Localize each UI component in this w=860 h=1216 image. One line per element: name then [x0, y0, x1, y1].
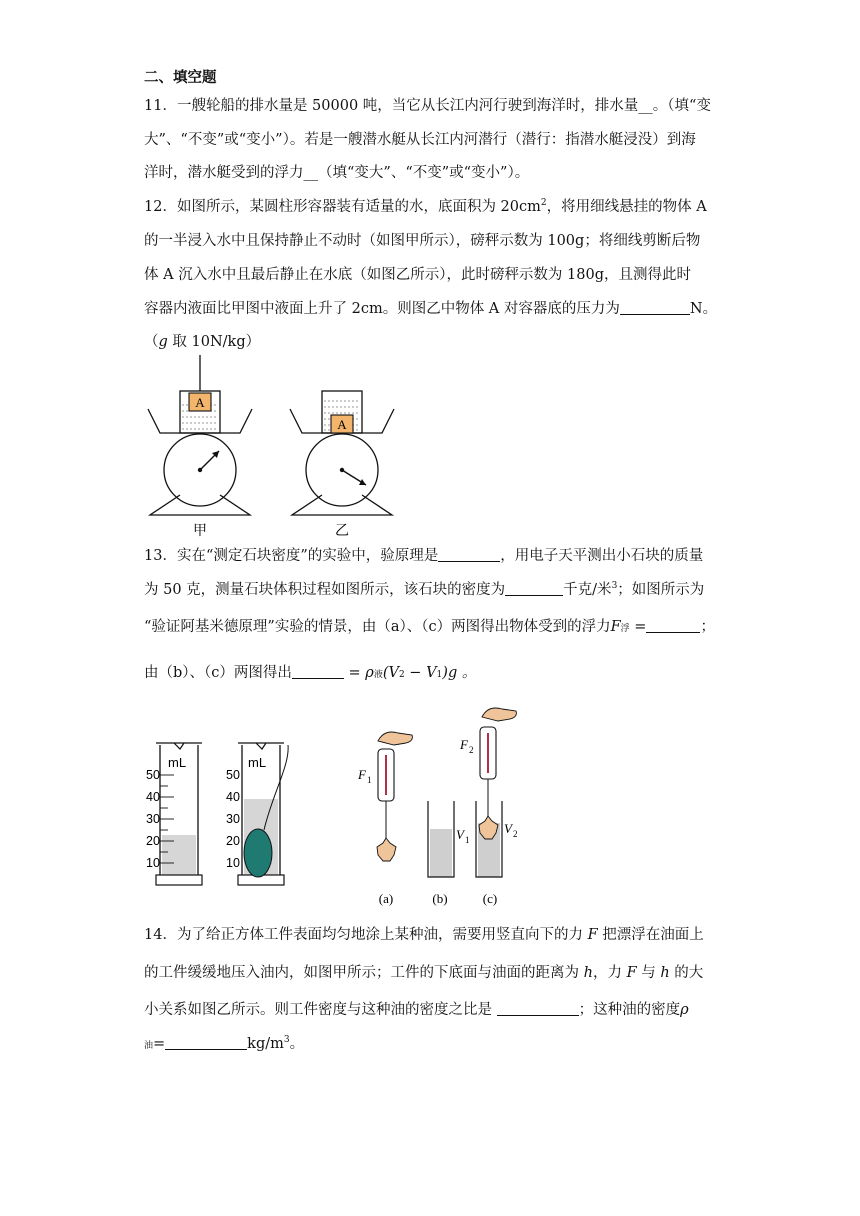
q14-line-3 — [144, 1000, 689, 1020]
q12-line-3: 体 A 沉入水中且最后静止在水底（如图乙所示），此时磅秤示数为 180g，且测得此时 — [144, 267, 692, 283]
q13-blank-density[interactable] — [505, 581, 563, 596]
q14-line-1-b: 把漂浮在油面上 — [597, 927, 704, 943]
q14-blank-density[interactable] — [165, 1035, 247, 1050]
q13-line-1 — [144, 546, 703, 566]
q13-line-2-a: 为 50 克，测量石块体积过程如图所示，该石块的密度为 — [144, 582, 506, 598]
left-cyl-unit: mL — [168, 755, 187, 770]
q14-unit: kg/m — [247, 1036, 284, 1052]
q13-blank-principle[interactable] — [438, 547, 500, 562]
q14-F-2: F — [626, 965, 637, 981]
object-a — [377, 838, 396, 861]
caption-a: (a) — [378, 891, 394, 906]
right-tick-10: 10 — [226, 856, 240, 870]
q13-line-3-a: “验证阿基米德原理”实验的情景，由（a）、（c）两图得出物体受到的浮力 — [144, 619, 611, 635]
q13-unit-sup: 3 — [611, 581, 618, 592]
hand-a — [378, 732, 412, 745]
q14-line-1-a: 14．为了给正方体工件表面均匀地涂上某种油，需要用竖直向下的力 — [144, 927, 588, 943]
left-tick-10: 10 — [146, 856, 160, 870]
q13-line-1-a: 13．实在“测定石块密度”的实验中，验原理是 — [144, 548, 439, 564]
q14-unit-sup: 3 — [283, 1035, 290, 1046]
label-v2-sub: 2 — [513, 829, 518, 839]
label-jia: 甲 — [193, 523, 207, 539]
label-yi: 乙 — [335, 523, 349, 539]
stone — [244, 829, 272, 877]
left-tick-50: 50 — [146, 768, 160, 782]
q13-line-1-b: ，用电子天平测出小石块的质量 — [500, 548, 704, 564]
q13-eq-2: = — [343, 665, 366, 681]
q12-unit: N。 — [689, 301, 718, 317]
q14-line-2-b: ，力 — [592, 965, 627, 981]
right-tick-50: 50 — [226, 768, 240, 782]
q13-line-2 — [144, 580, 704, 600]
q13-line-4-a: 由（b）、（c）两图得出 — [144, 665, 292, 681]
q13-v2: (V — [382, 665, 399, 681]
q13-rho-sub: 液 — [373, 670, 383, 680]
left-base — [150, 495, 250, 515]
q13-blank-buoyancy[interactable] — [646, 618, 700, 633]
q12-line-4 — [144, 299, 717, 319]
q12-paren: （ — [144, 334, 159, 350]
label-v1: V — [456, 827, 464, 842]
q12-text-a: 12．如图所示，某圆柱形容器装有适量的水，底面积为 20cm — [144, 199, 541, 215]
q11-line-2: 大”、“不变”或“变小”）。若是一艘潜水艇从长江内河潜行（潜行：指潜水艇浸没）到海 — [144, 132, 696, 148]
caption-b: (b) — [432, 891, 448, 906]
q13-line-3-c: ； — [700, 619, 715, 635]
q14-eq: = — [153, 1036, 166, 1052]
q13-F-symbol: F — [610, 619, 621, 635]
caption-c: (c) — [482, 891, 498, 906]
q14-h: h — [583, 965, 593, 981]
q12-sup: 2 — [540, 198, 547, 209]
q13-eq: = — [629, 619, 647, 635]
q12-line-4-text: 容器内液面比甲图中液面上升了 2cm。则图乙中物体 A 对容器底的压力为 — [144, 301, 620, 317]
q14-blank-ratio[interactable] — [497, 1001, 579, 1016]
q14-end: 。 — [289, 1036, 305, 1052]
q14-line-2-d: 的大 — [669, 965, 704, 981]
q12-scale-figure — [140, 355, 400, 540]
left-tick-20: 20 — [146, 834, 160, 848]
q13-g: )g 。 — [442, 665, 477, 681]
q12-text-b: ，将用细线悬挂的物体 A — [546, 199, 707, 215]
q13-v2-sub: 2 — [398, 670, 405, 680]
right-tick-20: 20 — [226, 834, 240, 848]
left-tick-40: 40 — [146, 790, 160, 804]
q14-F: F — [587, 927, 598, 943]
q13-v1-sub: 1 — [436, 670, 443, 680]
q14-rho: ρ — [680, 1002, 689, 1018]
label-v1-sub: 1 — [465, 835, 470, 845]
q13-unit: 千克/米 — [563, 582, 612, 598]
q14-h-2: h — [660, 965, 670, 981]
q13-rho: ρ — [365, 665, 374, 681]
q13-F-sub: 浮 — [620, 624, 630, 634]
section-title: 二、填空题 — [144, 70, 217, 86]
q13-line-3 — [144, 617, 715, 639]
label-v2: V — [504, 821, 512, 836]
right-base — [292, 495, 392, 515]
label-f2-sub: 2 — [469, 745, 474, 755]
right-tick-40: 40 — [226, 790, 240, 804]
q14-line-1 — [144, 925, 704, 945]
left-tick-30: 30 — [146, 812, 160, 826]
right-tick-30: 30 — [226, 812, 240, 826]
label-f1-sub: 1 — [367, 775, 372, 785]
q14-line-2-c: 与 — [636, 965, 661, 981]
right-block-label: A — [337, 417, 347, 432]
q11-line-3: 洋时，潜水艇受到的浮力__（填“变大”、“不变”或“变小”）。 — [144, 165, 530, 181]
q12-line-5 — [144, 332, 260, 352]
q14-line-2 — [144, 963, 703, 983]
hand-c — [482, 708, 516, 721]
q14-line-3-a: 小关系如图乙所示。则工件密度与这种油的密度之比是 — [144, 1002, 497, 1018]
q13-line-2-c: ；如图所示为 — [617, 582, 705, 598]
q11-line-1: 11．一艘轮船的排水量是 50000 吨，当它从长江内河行驶到海洋时，排水量__。（填“变 — [144, 98, 711, 114]
right-cyl-unit: mL — [248, 755, 267, 770]
q12-g-symbol: g — [158, 334, 168, 350]
q13-archimedes-figure — [350, 705, 530, 910]
q12-line-2: 的一半浸入水中且保持静止不动时（如图甲所示），磅秤示数为 100g；将细线剪断后物 — [144, 233, 701, 249]
q13-cylinders-figure — [140, 735, 300, 895]
q12-g-value: 取 10N/kg） — [167, 334, 261, 350]
q12-answer-blank[interactable] — [620, 300, 690, 315]
q12-line-1 — [144, 197, 707, 217]
label-f1: F — [358, 767, 366, 782]
label-f2: F — [460, 737, 468, 752]
q14-line-2-a: 的工件缓缓地压入油内，如图甲所示；工件的下底面与油面的距离为 — [144, 965, 584, 981]
q14-line-4 — [144, 1034, 304, 1056]
left-block-label: A — [195, 395, 205, 410]
q13-blank-quantity[interactable] — [292, 664, 344, 679]
q13-v1: − V — [404, 665, 437, 681]
q13-line-4 — [144, 663, 476, 685]
q14-rho-sub: 油 — [144, 1041, 154, 1051]
q14-line-3-b: ；这种油的密度 — [578, 1002, 681, 1018]
